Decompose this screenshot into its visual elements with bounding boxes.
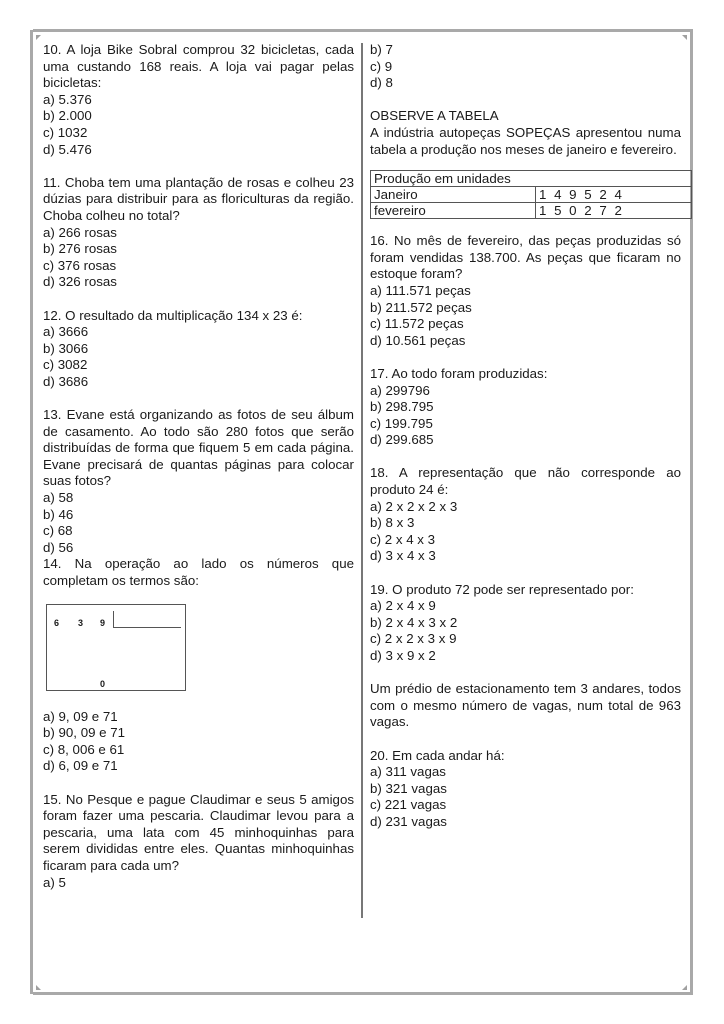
table-header-row xyxy=(371,171,692,187)
section-heading: OBSERVE A TABELA xyxy=(370,108,499,124)
option-d: d) 299.685 xyxy=(370,432,434,448)
option-d: d) 231 vagas xyxy=(370,813,447,829)
page-frame-left xyxy=(30,30,33,994)
context-text: Um prédio de estacionamento tem 3 andares, todos com o mesmo número de vagas, num total de 963 vagas. xyxy=(370,681,681,730)
observe-table-intro xyxy=(370,108,681,158)
value-cell: 1 4 9 5 2 4 xyxy=(536,187,692,203)
question-11 xyxy=(43,175,354,291)
question-17 xyxy=(370,366,681,449)
option-d: d) 8 xyxy=(370,75,393,91)
month-cell: Janeiro xyxy=(371,187,536,203)
option-b: b) 2 x 4 x 3 x 2 xyxy=(370,614,458,630)
option-a: a) 9, 09 e 71 xyxy=(43,708,118,724)
left-column xyxy=(43,42,354,891)
question-13 xyxy=(43,407,354,556)
option-b: b) 8 x 3 xyxy=(370,515,415,531)
question-text: 13. Evane está organizando as fotos de seu álbum de casamento. Ao todo são 280 fotos que serão distribuídas de forma que fiquem 5 em cada página. Evane precisará de quantas páginas para colocar suas fotos? xyxy=(43,407,354,489)
option-a: a) 58 xyxy=(43,490,74,506)
division-bracket-horizontal xyxy=(113,627,181,628)
option-b: b) 2.000 xyxy=(43,108,92,124)
option-b: b) 90, 09 e 71 xyxy=(43,725,126,741)
option-a: a) 2 x 2 x 2 x 3 xyxy=(370,498,458,514)
option-d: d) 10.561 peças xyxy=(370,332,466,348)
option-b: b) 7 xyxy=(370,42,393,57)
option-c: c) 11.572 peças xyxy=(370,316,464,332)
option-c: c) 2 x 4 x 3 xyxy=(370,531,436,547)
option-d: d) 6, 09 e 71 xyxy=(43,758,118,774)
option-c: c) 68 xyxy=(43,523,73,539)
right-column xyxy=(370,42,681,831)
question-text: 18. A representação que não corresponde ao produto 24 é: xyxy=(370,465,681,498)
question-14 xyxy=(43,556,354,775)
question-text: 14. Na operação ao lado os números que completam os termos são: xyxy=(43,556,354,588)
option-c: c) 376 rosas xyxy=(43,257,117,273)
question-text: 11. Choba tem uma plantação de rosas e colheu 23 dúzias para distribuir para as floriculturas da região. Choba colheu no total? xyxy=(43,174,354,223)
division-diagram xyxy=(46,604,186,691)
option-d: d) 5.476 xyxy=(43,141,92,157)
table-header: Produção em unidades xyxy=(371,171,692,187)
option-c: c) 2 x 2 x 3 x 9 xyxy=(370,631,457,647)
corner-mark-icon xyxy=(36,35,41,40)
value-cell: 1 5 0 2 7 2 xyxy=(536,203,692,219)
page-frame-top xyxy=(33,29,693,32)
option-a: a) 5 xyxy=(43,874,66,890)
option-a: a) 2 x 4 x 9 xyxy=(370,598,436,614)
dividend-digit: 9 xyxy=(100,617,106,628)
intro-text: A indústria autopeças SOPEÇAS apresentou numa tabela a produção nos meses de janeiro e fevereiro. xyxy=(370,124,681,157)
question-19 xyxy=(370,582,681,665)
option-c: c) 1032 xyxy=(43,124,88,140)
page-frame-bottom xyxy=(33,992,693,995)
question-text: 20. Em cada andar há: xyxy=(370,747,505,763)
parking-context xyxy=(370,681,681,731)
option-a: a) 299796 xyxy=(370,382,430,398)
option-a: a) 111.571 peças xyxy=(370,282,471,298)
question-10 xyxy=(43,42,354,158)
question-15-continued xyxy=(370,42,681,92)
option-d: d) 56 xyxy=(43,539,74,555)
option-b: b) 321 vagas xyxy=(370,780,447,796)
dividend-digit: 3 xyxy=(78,617,84,628)
question-18 xyxy=(370,465,681,565)
dividend-digit: 6 xyxy=(54,617,60,628)
option-a: a) 3666 xyxy=(43,324,89,340)
option-b: b) 298.795 xyxy=(370,399,434,415)
question-text: 12. O resultado da multiplicação 134 x 23 é: xyxy=(43,307,303,323)
corner-mark-icon xyxy=(36,985,41,990)
question-20 xyxy=(370,748,681,831)
corner-mark-icon xyxy=(682,985,687,990)
option-c: c) 8, 006 e 61 xyxy=(43,741,125,757)
table-row xyxy=(371,187,692,203)
option-b: b) 3066 xyxy=(43,340,89,356)
option-d: d) 326 rosas xyxy=(43,274,117,290)
question-16 xyxy=(370,233,681,349)
option-a: a) 311 vagas xyxy=(370,764,446,780)
column-divider xyxy=(361,43,363,918)
option-b: b) 46 xyxy=(43,506,74,522)
option-d: d) 3 x 9 x 2 xyxy=(370,648,436,663)
option-b: b) 276 rosas xyxy=(43,241,117,257)
option-b: b) 211.572 peças xyxy=(370,299,472,315)
month-cell: fevereiro xyxy=(371,203,536,219)
question-text: 16. No mês de fevereiro, das peças produzidas só foram vendidas 138.700. As peças que ficaram no estoque foram? xyxy=(370,233,681,282)
question-text: 19. O produto 72 pode ser representado por: xyxy=(370,581,634,597)
question-15 xyxy=(43,792,354,892)
question-text: 15. No Pesque e pague Claudimar e seus 5 amigos foram fazer uma pescaria. Claudimar levou para a pescaria, uma lata com 45 minhoquinhas para serem divididas entre eles. Quantas minhoquinhas ficaram para cada um? xyxy=(43,791,354,873)
option-c: c) 221 vagas xyxy=(370,797,447,813)
option-a: a) 266 rosas xyxy=(43,224,117,240)
option-c: c) 9 xyxy=(370,58,393,74)
question-text: 17. Ao todo foram produzidas: xyxy=(370,365,548,381)
option-c: c) 3082 xyxy=(43,357,88,373)
question-12 xyxy=(43,308,354,391)
option-c: c) 199.795 xyxy=(370,415,433,431)
question-text: 10. A loja Bike Sobral comprou 32 bicicletas, cada uma custando 168 reais. A loja vai pagar pelas bicicletas: xyxy=(43,42,354,91)
production-table xyxy=(370,170,692,219)
option-d: d) 3686 xyxy=(43,373,89,389)
table-row xyxy=(371,203,692,219)
division-bracket-vertical xyxy=(113,611,114,627)
remainder: 0 xyxy=(100,678,106,689)
option-a: a) 5.376 xyxy=(43,91,92,107)
corner-mark-icon xyxy=(682,35,687,40)
option-d: d) 3 x 4 x 3 xyxy=(370,548,436,564)
